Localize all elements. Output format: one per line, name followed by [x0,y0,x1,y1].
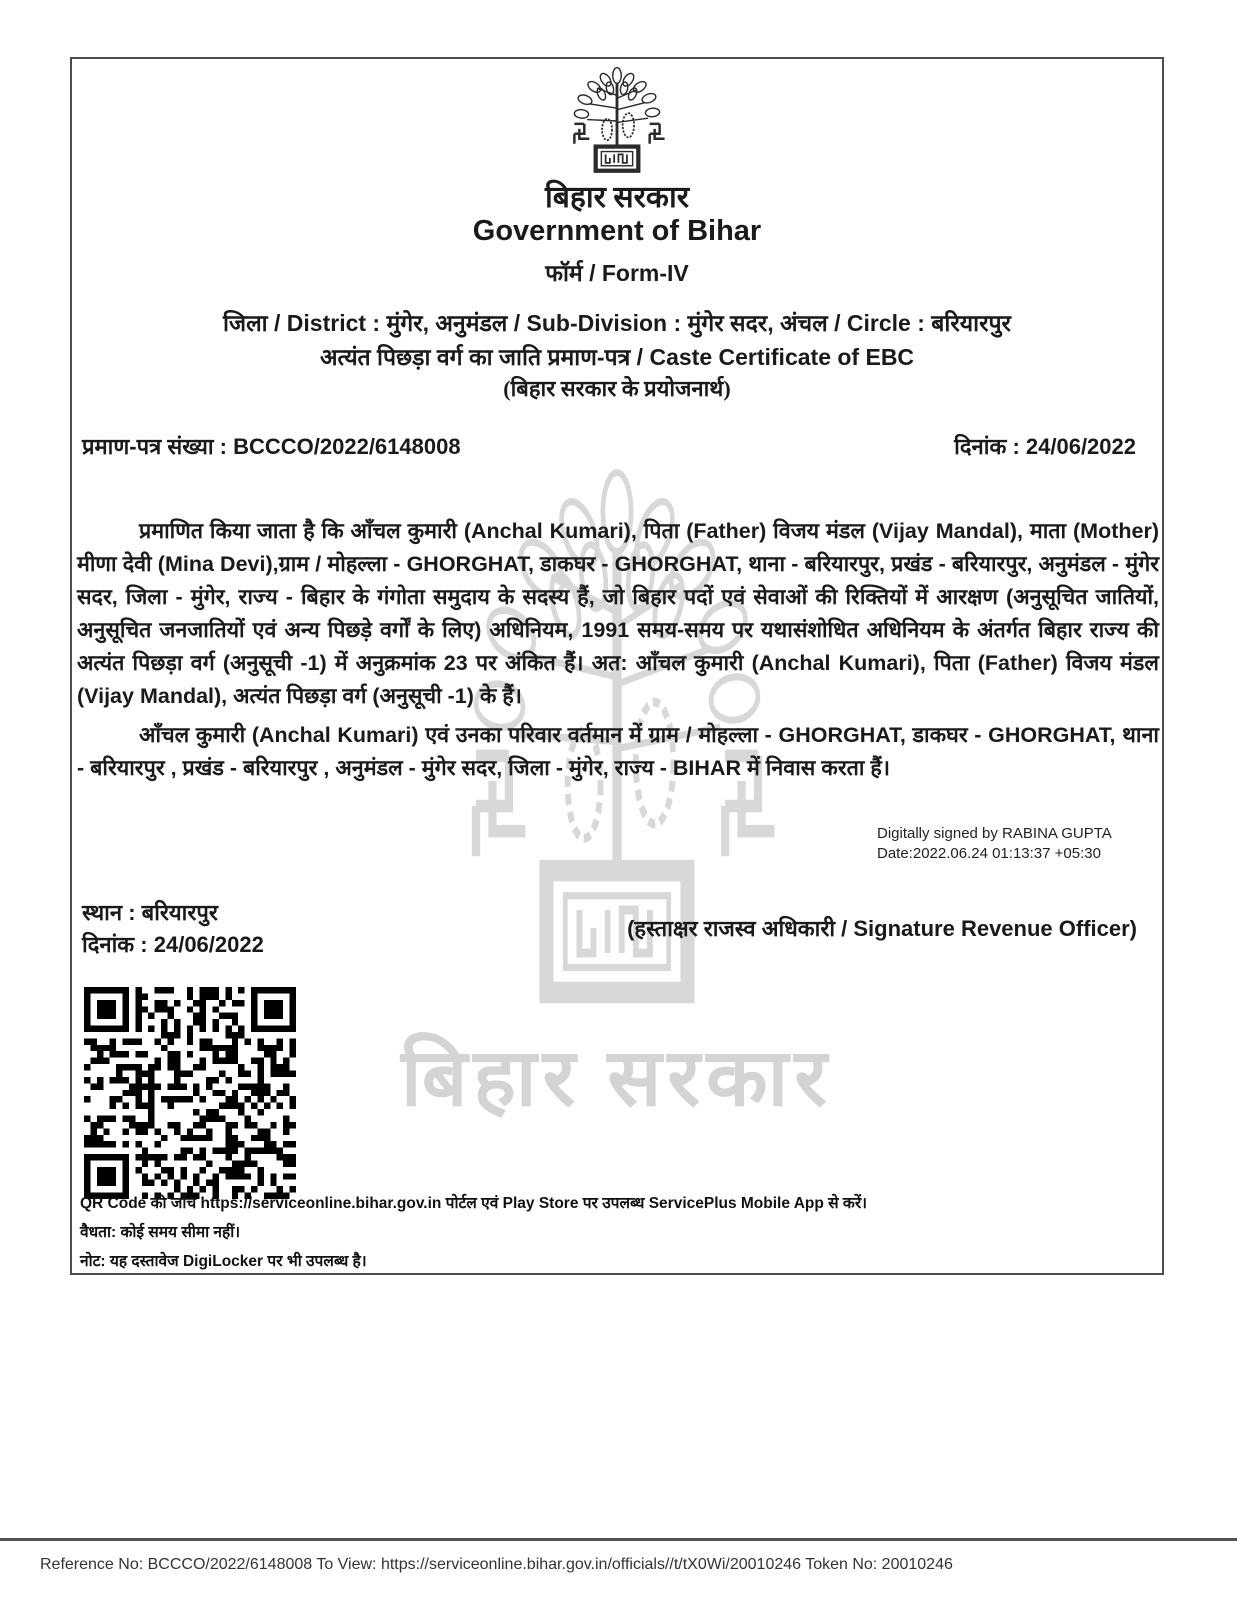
place-line: स्थान : बरियारपुर [82,900,218,925]
bihar-government-emblem-icon [542,67,692,175]
qr-code [84,987,296,1199]
form-line: फॉर्म / Form-IV [545,260,689,286]
footer-divider [0,1538,1237,1541]
qr-note-3: नोट: यह दस्तावेज DigiLocker पर भी उपलब्ध है। [80,1253,367,1270]
body-paragraph-1: प्रमाणित किया जाता है कि आँचल कुमारी (Anchal Kumari), पिता (Father) विजय मंडल (Vijay Mandal), माता (Mother) मीणा देवी (Mina Devi),ग्राम / मोहल्ला - GHORGHAT, डाकघर - GHORGHAT, थाना - बरियारपुर, प्रखंड - बरियारपुर, अनुमंडल - मुंगेर सदर, जिला - मुंगेर, राज्य - बिहार के गंगोता समुदाय के सदस्य हैं, जो बिहार पदों एवं सेवाओं की रिक्तियों में आरक्षण (अनुसूचित जातियों, अनुसूचित जनजातियों एवं अन्य पिछड़े वर्गों के लिए) अधिनियम, 1991 समय-समय पर यथासंशोधित अधिनियम के अंतर्गत बिहार राज्य की अत्यंत पिछड़ा वर्ग (अनुसूची -1) में अनुक्रमांक 23 पर अंकित हैं। अत: आँचल कुमारी (Anchal Kumari), पिता (Father) विजय मंडल (Vijay Mandal), अत्यंत पिछड़ा वर्ग (अनुसूची -1) के हैं। [77,519,1159,708]
certificate-title: अत्यंत पिछड़ा वर्ग का जाति प्रमाण-पत्र / Caste Certificate of EBC [319,344,915,370]
certificate-date: दिनांक : 24/06/2022 [954,434,1136,459]
district-line: जिला / District : मुंगेर, अनुमंडल / Sub-Division : मुंगेर सदर, अंचल / Circle : बरियारपुर [223,310,1011,336]
watermark-text: बिहार सरकार [401,1035,833,1123]
place-date-block [82,897,264,961]
title-hindi: बिहार सरकार [545,181,689,214]
purpose-line: (बिहार सरकार के प्रयोजनार्थ) [503,376,731,401]
digital-signature-line1: Digitally signed by RABINA GUPTA [877,825,1112,842]
certificate-number: प्रमाण-पत्र संख्या : BCCCO/2022/6148008 [82,434,461,459]
certificate-border [70,57,1164,1275]
header-emblem [72,67,1162,180]
qr-note-2: वैधता: कोई समय सीमा नहीं। [80,1224,241,1241]
certificate-meta-row [72,431,1162,461]
digital-signature [877,824,1112,864]
certificate-content [72,59,1162,1273]
body-paragraph-2: आँचल कुमारी (Anchal Kumari) एवं उनका परिवार वर्तमान में ग्राम / मोहल्ला - GHORGHAT, डाकघर - GHORGHAT, थाना - बरियारपुर , प्रखंड - बरियारपुर , अनुमंडल - मुंगेर सदर, जिला - मुंगेर, राज्य - BIHAR में निवास करता हैं। [77,723,1159,780]
date-line: दिनांक : 24/06/2022 [82,932,264,957]
qr-note-1: QR Code की जाँच https://serviceonline.bihar.gov.in पोर्टल एवं Play Store पर उपलब्ध ServicePlus Mobile App से करें। [80,1195,868,1212]
qr-notes [80,1189,1155,1276]
revenue-officer-signature-line: (हस्ताक्षर राजस्व अधिकारी / Signature Revenue Officer) [627,916,1137,941]
footer-reference: Reference No: BCCCO/2022/6148008 To View: https://serviceonline.bihar.gov.in/officials//t/tX0Wi/20010246 Token No: 20010246 [40,1556,953,1573]
digital-signature-line2: Date:2022.06.24 01:13:37 +05:30 [877,845,1101,862]
title-english: Government of Bihar [472,215,762,247]
